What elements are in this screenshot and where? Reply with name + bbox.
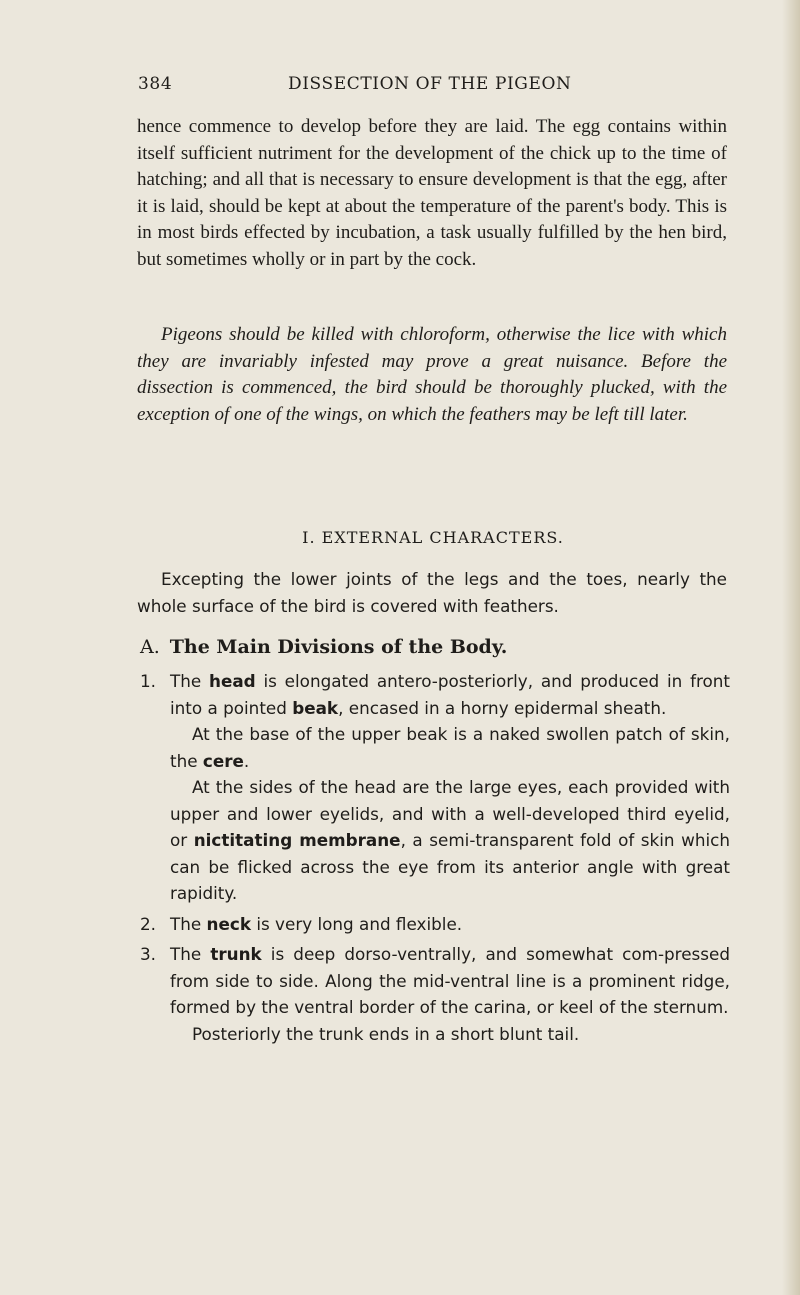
paragraph-preparation: Pigeons should be killed with chloroform, otherwise the lice with which they are invariably infested may prove a great nuisance. Before the dissection is commenced, the bird should be thoroughly plucked, with the exception of one of the wings, on which the feathers may be left till later. — [137, 324, 727, 425]
term-neck: neck — [206, 913, 251, 934]
term-nictitating-membrane: nictitating membrane — [193, 830, 401, 850]
item-paragraph: The head is elongated antero-posteriorly, and produced in front into a pointed beak, encased in a horny epidermal sheath. — [170, 671, 730, 718]
paragraph-feathers: Excepting the lower joints of the legs and the toes, nearly the whole surface of the bird is covered with feathers. — [137, 569, 727, 616]
subsection-title: The Main Divisions of the Body. — [169, 636, 508, 658]
subsection-heading — [140, 636, 507, 658]
item-paragraph: The trunk is deep dorso-ventrally, and somewhat com-pressed from side to side. Along the mid-ventral line is a prominent ridge, formed by the ventral border of the carina, or keel of the sternum. — [170, 944, 731, 1017]
item-paragraph: At the sides of the head are the large eyes, each provided with upper and lower eyelids, and with a well-developed third eyelid, or nictitating membrane, a semi-transparent fold of skin which can be flicked across the eye from its anterior angle with great rapidity. — [170, 777, 730, 903]
item-number: 1. — [140, 671, 157, 691]
running-title: DISSECTION OF THE PIGEON — [288, 74, 572, 94]
subsection-letter: A. — [140, 636, 160, 658]
term-beak: beak — [292, 697, 339, 718]
list-item — [140, 911, 730, 938]
item-paragraph: At the base of the upper beak is a naked swollen patch of skin, the cere. — [170, 724, 730, 771]
page-edge-shadow — [782, 0, 800, 1295]
section-heading: I. EXTERNAL CHARACTERS. — [302, 528, 564, 547]
numbered-list — [140, 668, 730, 1051]
list-item — [140, 941, 730, 1047]
list-item — [140, 668, 730, 907]
page-number: 384 — [138, 74, 173, 94]
item-paragraph: Posteriorly the trunk ends in a short blunt tail. — [192, 1023, 580, 1044]
item-paragraph: The neck is very long and flexible. — [170, 913, 463, 934]
paragraph-incubation: hence commence to develop before they are laid. The egg contains within itself sufficient nutriment for the development of the chick up to the time of hatching; and all that is necessary to ensure development is that the egg, after it is laid, should be kept at about the temperature of the parent's body. This is in most birds effected by incubation, a task usually fulfilled by the hen bird, but sometimes wholly or in part by the cock. — [137, 116, 727, 270]
term-trunk: trunk — [210, 944, 262, 964]
item-number: 3. — [140, 944, 157, 964]
running-header — [138, 74, 688, 104]
term-cere: cere — [202, 750, 244, 771]
item-number: 2. — [140, 913, 157, 934]
term-head: head — [209, 671, 256, 691]
